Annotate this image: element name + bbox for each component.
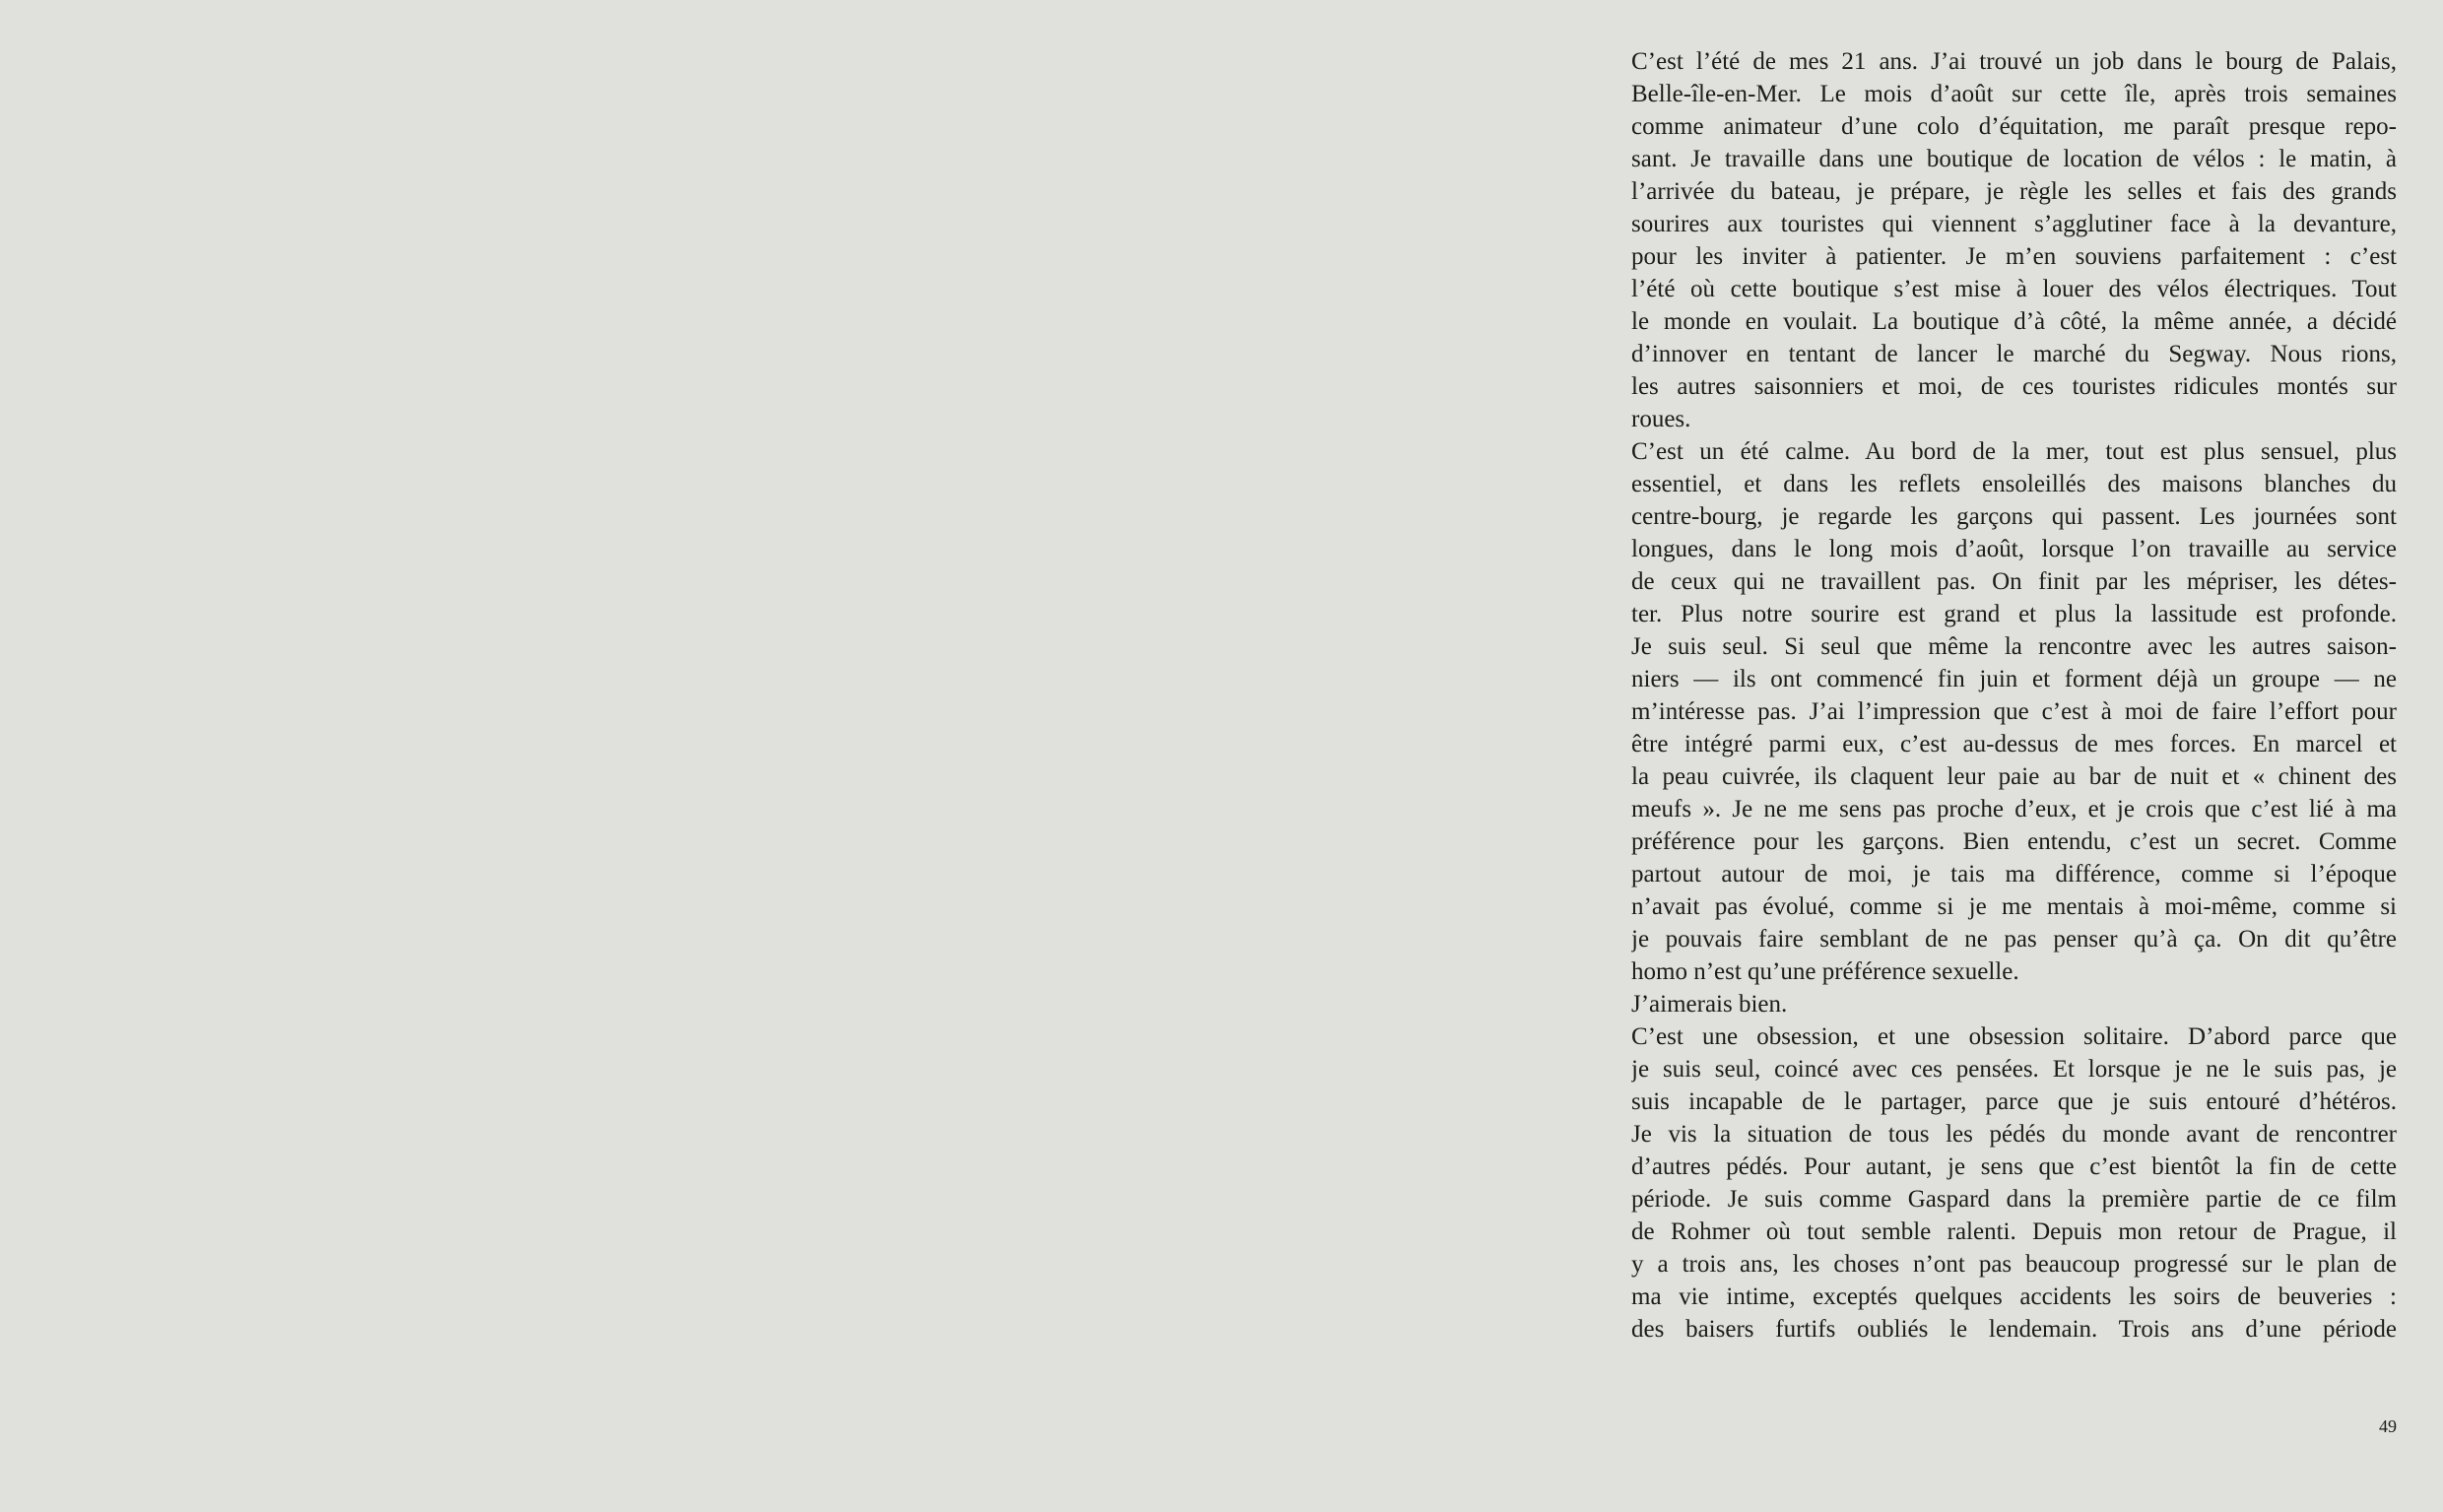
text-line: des baisers furtifs oubliés le lendemain. Trois ans d’une période [1631, 1316, 2397, 1343]
text-line: J’aimerais bien. [1631, 991, 1788, 1018]
text-line: meufs ». Je ne me sens pas proche d’eux, et je crois que c’est lié à ma [1631, 796, 2397, 822]
text-line: ma vie intime, exceptés quelques accidents les soirs de beuveries : [1631, 1283, 2397, 1310]
text-line: être intégré parmi eux, c’est au-dessus de mes forces. En marcel et [1631, 731, 2397, 757]
body-text [1631, 45, 2397, 1346]
text-line: comme animateur d’une colo d’équitation, me paraît presque repo- [1631, 113, 2397, 140]
text-line: d’innover en tentant de lancer le marché du Segway. Nous rions, [1631, 341, 2397, 367]
text-line: n’avait pas évolué, comme si je me mentais à moi-même, comme si [1631, 893, 2397, 920]
text-line: m’intéresse pas. J’ai l’impression que c’est à moi de faire l’effort pour [1631, 698, 2397, 725]
text-line: Belle-île-en-Mer. Le mois d’août sur cette île, après trois semaines [1631, 81, 2397, 107]
text-line: C’est une obsession, et une obsession solitaire. D’abord parce que [1631, 1023, 2397, 1050]
text-line: les autres saisonniers et moi, de ces touristes ridicules montés sur [1631, 373, 2397, 400]
text-line: le monde en voulait. La boutique d’à côté, la même année, a décidé [1631, 308, 2397, 335]
text-line: pour les inviter à patienter. Je m’en souviens parfaitement : c’est [1631, 243, 2397, 270]
text-line: homo n’est qu’une préférence sexuelle. [1631, 958, 2019, 985]
text-line: la peau cuivrée, ils claquent leur paie au bar de nuit et « chinent des [1631, 763, 2397, 790]
text-line: C’est un été calme. Au bord de la mer, tout est plus sensuel, plus [1631, 438, 2397, 465]
right-page [1222, 0, 2443, 1512]
text-line: sant. Je travaille dans une boutique de location de vélos : le matin, à [1631, 146, 2397, 172]
text-line: niers — ils ont commencé fin juin et forment déjà un groupe — ne [1631, 666, 2397, 692]
text-line: suis incapable de le partager, parce que je suis entouré d’hétéros. [1631, 1088, 2397, 1115]
text-line: l’été où cette boutique s’est mise à louer des vélos électriques. Tout [1631, 276, 2397, 302]
text-line: l’arrivée du bateau, je prépare, je règle les selles et fais des grands [1631, 178, 2397, 205]
page-number: 49 [2379, 1416, 2397, 1436]
text-line: sourires aux touristes qui viennent s’agglutiner face à la devanture, [1631, 211, 2397, 237]
text-line: Je suis seul. Si seul que même la rencontre avec les autres saison- [1631, 633, 2397, 660]
text-line: préférence pour les garçons. Bien entendu, c’est un secret. Comme [1631, 828, 2397, 855]
text-line: Je vis la situation de tous les pédés du monde avant de rencontrer [1631, 1121, 2397, 1148]
text-line: ter. Plus notre sourire est grand et plus la lassitude est profonde. [1631, 601, 2397, 627]
text-line: de Rohmer où tout semble ralenti. Depuis mon retour de Prague, il [1631, 1218, 2397, 1245]
text-line: y a trois ans, les choses n’ont pas beaucoup progressé sur le plan de [1631, 1251, 2397, 1278]
text-line: partout autour de moi, je tais ma différence, comme si l’époque [1631, 861, 2397, 887]
text-line: essentiel, et dans les reflets ensoleillés des maisons blanches du [1631, 471, 2397, 497]
text-line: de ceux qui ne travaillent pas. On finit par les mépriser, les détes- [1631, 568, 2397, 595]
text-line: d’autres pédés. Pour autant, je sens que c’est bientôt la fin de cette [1631, 1153, 2397, 1180]
text-line: C’est l’été de mes 21 ans. J’ai trouvé un job dans le bourg de Palais, [1631, 48, 2397, 75]
text-line: roues. [1631, 406, 1691, 432]
text-line: centre-bourg, je regarde les garçons qui passent. Les journées sont [1631, 503, 2397, 530]
text-line: je suis seul, coincé avec ces pensées. Et lorsque je ne le suis pas, je [1631, 1056, 2397, 1083]
text-line: période. Je suis comme Gaspard dans la première partie de ce film [1631, 1186, 2397, 1213]
text-line: je pouvais faire semblant de ne pas penser qu’à ça. On dit qu’être [1631, 926, 2397, 953]
text-line: longues, dans le long mois d’août, lorsque l’on travaille au service [1631, 536, 2397, 562]
